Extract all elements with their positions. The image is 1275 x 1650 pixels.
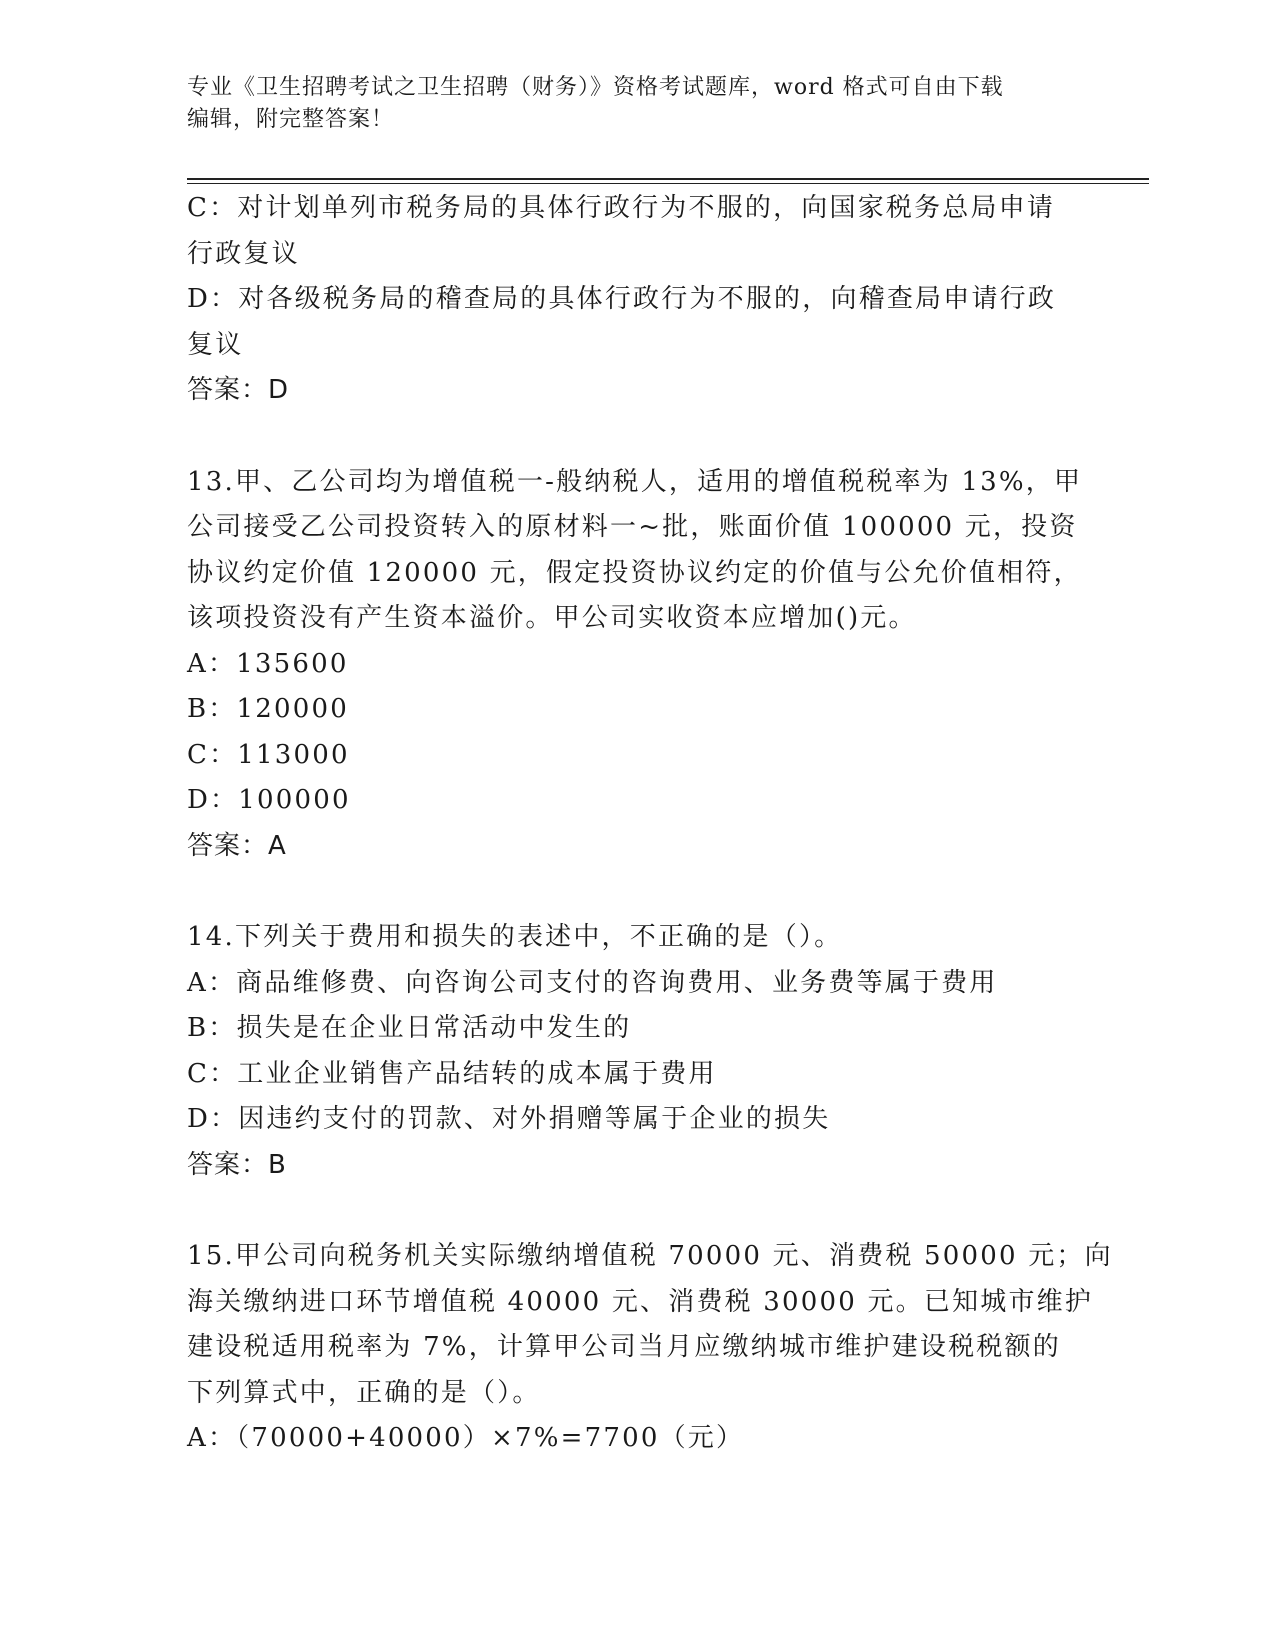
q12-option-d-line2: 复议 [187, 329, 244, 360]
q15-stem-line4: 下列算式中，正确的是（）。 [187, 1377, 541, 1408]
spacer [187, 414, 1087, 460]
q15-stem-line3: 建设税适用税率为 7%，计算甲公司当月应缴纳城市维护建设税税额的 [187, 1332, 1061, 1362]
header-line-1: 专业《卫生招聘考试之卫生招聘（财务）》资格考试题库，word 格式可自由下载 [187, 75, 1004, 100]
q13-option-d: D：100000 [187, 785, 351, 815]
q12-option-d-line1: D：对各级税务局的稽查局的具体行政行为不服的，向稽查局申请行政 [187, 284, 1057, 314]
spacer [187, 1188, 1087, 1234]
header-line-2: 编辑，附完整答案！ [187, 107, 395, 132]
q12-answer: 答案：D [187, 375, 290, 405]
q13-option-b: B：120000 [187, 694, 349, 724]
q15-stem-line1: 15.甲公司向税务机关实际缴纳增值税 70000 元、消费税 50000 元；向 [187, 1241, 1113, 1271]
q14-option-d: D：因违约支付的罚款、对外捐赠等属于企业的损失 [187, 1104, 831, 1134]
document-header [187, 72, 1087, 136]
q13-option-c: C：113000 [187, 739, 350, 770]
q14-option-b: B：损失是在企业日常活动中发生的 [187, 1013, 632, 1043]
q13-stem-line1: 13.甲、乙公司均为增值税一-般纳税人，适用的增值税税率为 13%，甲 [187, 466, 1083, 497]
question-14 [187, 915, 1087, 1188]
q14-answer: 答案：B [187, 1149, 287, 1180]
q12-option-c-line1: C：对计划单列市税务局的具体行政行为不服的，向国家税务总局申请 [187, 193, 1056, 223]
question-content [187, 186, 1113, 1462]
q15-option-a: A：（70000+40000）×7%=7700（元） [187, 1423, 745, 1453]
header-rule-thick [187, 178, 1149, 180]
q13-answer: 答案：A [187, 830, 287, 861]
q13-option-a: A：135600 [187, 648, 349, 679]
q12-option-c-line2: 行政复议 [187, 238, 300, 269]
q13-stem-line3: 协议约定价值 120000 元，假定投资协议约定的价值与公允价值相符， [187, 557, 1082, 588]
q14-option-c: C：工业企业销售产品结转的成本属于费用 [187, 1058, 717, 1089]
question-15 [187, 1234, 1113, 1462]
q13-stem-line4: 该项投资没有产生资本溢价。甲公司实收资本应增加()元。 [187, 603, 917, 633]
question-12 [187, 186, 1087, 414]
spacer [187, 869, 1087, 915]
q13-stem-line2: 公司接受乙公司投资转入的原材料一~批，账面价值 100000 元，投资 [187, 512, 1078, 542]
q14-option-a: A：商品维修费、向咨询公司支付的咨询费用、业务费等属于费用 [187, 967, 998, 998]
header-rule-thin [187, 183, 1149, 184]
q15-stem-line2: 海关缴纳进口环节增值税 40000 元、消费税 30000 元。已知城市维护 [187, 1286, 1094, 1317]
q14-stem-line1: 14.下列关于费用和损失的表述中，不正确的是（）。 [187, 922, 843, 952]
question-13 [187, 460, 1087, 870]
